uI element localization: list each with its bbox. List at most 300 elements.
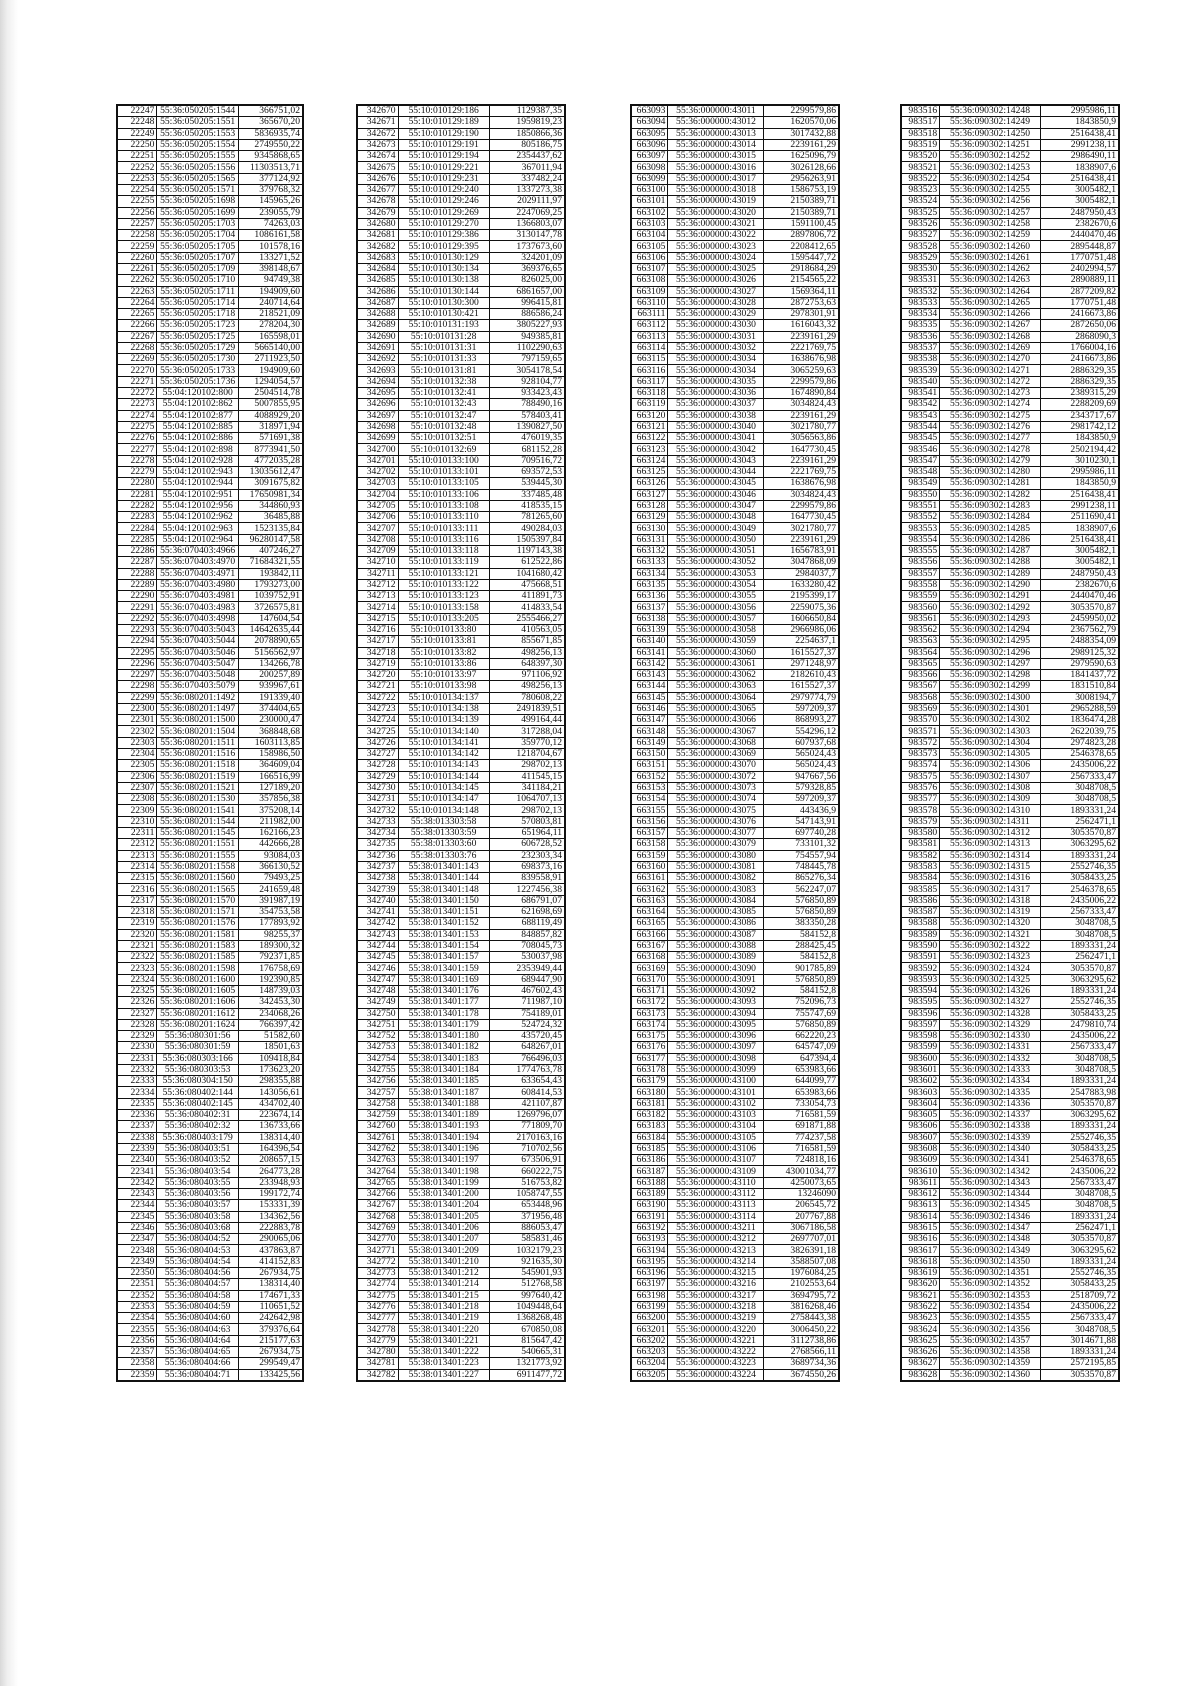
value-cell: 3674550,26 [764,1369,839,1380]
value-cell: 1647730,45 [764,512,839,523]
value-cell: 354753,58 [238,906,302,917]
row-number-cell: 342686 [358,286,399,297]
value-cell: 288425,45 [764,940,839,951]
table-row [632,275,839,286]
cadastral-number-cell: 55:36:090302:14275 [940,410,1041,421]
value-cell: 805186,75 [489,139,564,150]
value-cell: 3053570,87 [1040,963,1118,974]
cadastral-number-cell: 55:36:090302:14272 [940,376,1041,387]
value-cell: 2989125,32 [1040,647,1118,658]
table [631,105,839,1381]
table-row [118,410,303,421]
table-row [902,839,1119,850]
value-cell: 2516438,41 [1040,489,1118,500]
value-cell: 98255,37 [238,929,302,940]
cadastral-number-cell: 55:38:013401:179 [398,1019,489,1030]
cadastral-number-cell: 55:36:090302:14319 [940,906,1041,917]
value-cell: 3112738,86 [764,1335,839,1346]
table-row [118,1279,303,1290]
value-cell: 971106,92 [489,670,564,681]
row-number-cell: 342699 [358,433,399,444]
value-cell: 2299579,86 [764,376,839,387]
table-row [118,478,303,489]
value-cell: 1569364,11 [764,286,839,297]
value-cell: 2504514,78 [238,388,302,399]
row-number-cell: 663156 [632,816,668,827]
row-number-cell: 342766 [358,1189,399,1200]
row-number-cell: 983597 [902,1019,940,1030]
cadastral-number-cell: 55:10:010133:82 [398,647,489,658]
row-number-cell: 663203 [632,1346,668,1357]
value-cell: 3014671,88 [1040,1335,1118,1346]
cadastral-number-cell: 55:36:090302:14283 [940,500,1041,511]
cadastral-number-cell: 55:36:080201:1497 [157,703,238,714]
row-number-cell: 342778 [358,1324,399,1335]
value-cell: 2567333,47 [1040,771,1118,782]
row-number-cell: 342780 [358,1346,399,1357]
table-row [118,218,303,229]
cadastral-number-cell: 55:38:013401:218 [398,1301,489,1312]
row-number-cell: 983527 [902,230,940,241]
table-row [358,162,565,173]
row-number-cell: 983518 [902,128,940,139]
cadastral-number-cell: 55:10:010129:191 [398,139,489,150]
cadastral-number-cell: 55:36:090302:14318 [940,895,1041,906]
value-cell: 2488354,09 [1040,636,1118,647]
value-cell: 562247,07 [764,884,839,895]
cadastral-number-cell: 55:36:080201:1551 [157,839,238,850]
cadastral-number-cell: 55:36:000000:43030 [668,320,764,331]
table-row [632,1313,839,1324]
row-number-cell: 22247 [118,106,157,117]
row-number-cell: 663129 [632,512,668,523]
table-row [358,1279,565,1290]
table-row [118,1087,303,1098]
value-cell: 2868090,3 [1040,331,1118,342]
cadastral-number-cell: 55:36:080303:53 [157,1064,238,1075]
cadastral-number-cell: 55:36:070403:4983 [157,602,238,613]
row-number-cell: 22331 [118,1053,157,1064]
row-number-cell: 22270 [118,365,157,376]
row-number-cell: 342711 [358,568,399,579]
row-number-cell: 22330 [118,1042,157,1053]
cadastral-number-cell: 55:36:000000:43073 [668,782,764,793]
cadastral-number-cell: 55:36:000000:43066 [668,715,764,726]
row-number-cell: 663130 [632,523,668,534]
value-cell: 648267,01 [489,1042,564,1053]
row-number-cell: 342746 [358,963,399,974]
row-number-cell: 22282 [118,500,157,511]
row-number-cell: 983537 [902,342,940,353]
value-cell: 3034824,43 [764,399,839,410]
value-cell: 780608,22 [489,692,564,703]
row-number-cell: 342730 [358,782,399,793]
cadastral-number-cell: 55:36:090302:14332 [940,1053,1041,1064]
cadastral-number-cell: 55:36:090302:14267 [940,320,1041,331]
cadastral-number-cell: 55:10:010130:129 [398,252,489,263]
cadastral-number-cell: 55:36:080404:58 [157,1290,238,1301]
cadastral-number-cell: 55:36:000000:43055 [668,591,764,602]
cadastral-number-cell: 55:36:080201:1571 [157,906,238,917]
row-number-cell: 22356 [118,1335,157,1346]
table-row [902,703,1119,714]
row-number-cell: 342771 [358,1245,399,1256]
value-cell: 2502194,42 [1040,444,1118,455]
table-row [632,963,839,974]
cadastral-number-cell: 55:36:090302:14248 [940,106,1041,117]
value-cell: 855671,85 [489,636,564,647]
row-number-cell: 983598 [902,1031,940,1042]
cadastral-number-cell: 55:10:010131:33 [398,354,489,365]
table-row [118,1234,303,1245]
row-number-cell: 342716 [358,624,399,635]
row-number-cell: 342724 [358,715,399,726]
table-row [632,1245,839,1256]
row-number-cell: 342769 [358,1222,399,1233]
row-number-cell: 342779 [358,1335,399,1346]
table-row [902,906,1119,917]
cadastral-number-cell: 55:04:120102:928 [157,455,238,466]
table-row [118,106,303,117]
table-row [118,1324,303,1335]
value-cell: 565024,43 [764,749,839,760]
row-number-cell: 983592 [902,963,940,974]
value-cell: 2343717,67 [1040,410,1118,421]
row-number-cell: 663185 [632,1143,668,1154]
value-cell: 691871,88 [764,1121,839,1132]
table-row [902,523,1119,534]
table-row [118,1132,303,1143]
table-row [902,399,1119,410]
cadastral-number-cell: 55:36:000000:43072 [668,771,764,782]
cadastral-number-cell: 55:38:013401:152 [398,918,489,929]
table-row [358,1121,565,1132]
value-cell: 2981742,12 [1040,421,1118,432]
cadastral-number-cell: 55:36:090302:14335 [940,1087,1041,1098]
table-row [358,591,565,602]
cadastral-number-cell: 55:36:090302:14254 [940,173,1041,184]
row-number-cell: 342751 [358,1019,399,1030]
value-cell: 374404,65 [238,703,302,714]
cadastral-number-cell: 55:36:070403:4971 [157,568,238,579]
cadastral-number-cell: 55:38:013401:151 [398,906,489,917]
value-cell: 2382670,6 [1040,218,1118,229]
value-cell: 3048708,5 [1040,1053,1118,1064]
table-row [902,952,1119,963]
value-cell: 2555466,27 [489,613,564,624]
table-row [902,658,1119,669]
value-cell: 4250073,65 [764,1177,839,1188]
cadastral-number-cell: 55:36:090302:14291 [940,591,1041,602]
row-number-cell: 663125 [632,467,668,478]
row-number-cell: 342726 [358,737,399,748]
value-cell: 1058747,55 [489,1189,564,1200]
table-row [902,1234,1119,1245]
table-row [118,647,303,658]
value-cell: 848857,82 [489,929,564,940]
table-block-3 [630,104,840,1382]
cadastral-number-cell: 55:36:090302:14288 [940,557,1041,568]
value-cell: 673506,91 [489,1155,564,1166]
cadastral-number-cell: 55:38:013401:206 [398,1222,489,1233]
value-cell: 754189,01 [489,1008,564,1019]
cadastral-number-cell: 55:36:090302:14308 [940,782,1041,793]
row-number-cell: 22324 [118,974,157,985]
cadastral-number-cell: 55:36:090302:14313 [940,839,1041,850]
table-row [632,151,839,162]
table-row [118,828,303,839]
table-row [358,1031,565,1042]
table-row [902,534,1119,545]
value-cell: 997640,42 [489,1290,564,1301]
value-cell: 317288,04 [489,726,564,737]
table-row [632,1358,839,1369]
table-row [358,952,565,963]
row-number-cell: 983553 [902,523,940,534]
value-cell: 1893331,24 [1040,1256,1118,1267]
value-cell: 3005482,1 [1040,184,1118,195]
row-number-cell: 983552 [902,512,940,523]
value-cell: 2546378,65 [1040,749,1118,760]
cadastral-number-cell: 55:36:090302:14310 [940,805,1041,816]
row-number-cell: 342734 [358,828,399,839]
row-number-cell: 342729 [358,771,399,782]
table-row [902,252,1119,263]
value-cell: 3053570,87 [1040,828,1118,839]
row-number-cell: 663102 [632,207,668,218]
cadastral-number-cell: 55:36:080404:63 [157,1324,238,1335]
cadastral-number-cell: 55:36:000000:43095 [668,1019,764,1030]
value-cell: 365670,20 [238,117,302,128]
table-row [358,805,565,816]
cadastral-number-cell: 55:36:090302:14263 [940,275,1041,286]
cadastral-number-cell: 55:36:090302:14330 [940,1031,1041,1042]
table-row [358,467,565,478]
value-cell: 2991238,11 [1040,139,1118,150]
value-cell: 475668,51 [489,579,564,590]
table-row [902,782,1119,793]
cadastral-number-cell: 55:36:000000:43012 [668,117,764,128]
row-number-cell: 342732 [358,805,399,816]
row-number-cell: 663205 [632,1369,668,1380]
cadastral-number-cell: 55:36:080404:64 [157,1335,238,1346]
cadastral-number-cell: 55:36:000000:43109 [668,1166,764,1177]
cadastral-number-cell: 55:10:010133:97 [398,670,489,681]
row-number-cell: 342695 [358,388,399,399]
row-number-cell: 342703 [358,478,399,489]
cadastral-number-cell: 55:36:000000:43059 [668,636,764,647]
value-cell: 752096,73 [764,997,839,1008]
table-row [902,985,1119,996]
cadastral-number-cell: 55:36:090302:14279 [940,455,1041,466]
value-cell: 136733,66 [238,1121,302,1132]
table-row [118,545,303,556]
value-cell: 733101,32 [764,839,839,850]
row-number-cell: 342719 [358,658,399,669]
value-cell: 2487950,43 [1040,568,1118,579]
cadastral-number-cell: 55:36:000000:43069 [668,749,764,760]
table-row [902,1166,1119,1177]
value-cell: 2239161,29 [764,455,839,466]
cadastral-number-cell: 55:36:000000:43088 [668,940,764,951]
row-number-cell: 342679 [358,207,399,218]
value-cell: 93084,03 [238,850,302,861]
table-row [118,455,303,466]
value-cell: 3005482,1 [1040,196,1118,207]
value-cell: 1893331,24 [1040,940,1118,951]
row-number-cell: 22311 [118,828,157,839]
row-number-cell: 22252 [118,162,157,173]
table-row [632,500,839,511]
table-row [902,207,1119,218]
row-number-cell: 22355 [118,1324,157,1335]
value-cell: 337485,48 [489,489,564,500]
cadastral-number-cell: 55:10:010129:246 [398,196,489,207]
row-number-cell: 663201 [632,1324,668,1335]
row-number-cell: 983574 [902,760,940,771]
cadastral-number-cell: 55:38:013401:212 [398,1267,489,1278]
row-number-cell: 22296 [118,658,157,669]
value-cell: 223674,14 [238,1110,302,1121]
cadastral-number-cell: 55:36:050205:1565 [157,173,238,184]
value-cell: 3017432,88 [764,128,839,139]
value-cell: 826025,00 [489,275,564,286]
value-cell: 189300,32 [238,940,302,951]
cadastral-number-cell: 55:36:090302:14301 [940,703,1041,714]
row-number-cell: 663184 [632,1132,668,1143]
cadastral-number-cell: 55:36:090302:14328 [940,1008,1041,1019]
value-cell: 435720,45 [489,1031,564,1042]
table-row [902,1211,1119,1222]
cadastral-number-cell: 55:36:090302:14266 [940,309,1041,320]
row-number-cell: 663140 [632,636,668,647]
table-row [902,500,1119,511]
table-row [358,320,565,331]
table-row [902,467,1119,478]
cadastral-number-cell: 55:10:010130:421 [398,309,489,320]
table-row [118,703,303,714]
value-cell: 499164,44 [489,715,564,726]
value-cell: 2547883,98 [1040,1087,1118,1098]
row-number-cell: 22359 [118,1369,157,1380]
value-cell: 3063295,62 [1040,1245,1118,1256]
value-cell: 2877209,82 [1040,286,1118,297]
value-cell: 414833,54 [489,602,564,613]
row-number-cell: 663182 [632,1110,668,1121]
row-number-cell: 663179 [632,1076,668,1087]
row-number-cell: 22345 [118,1211,157,1222]
table-row [358,1189,565,1200]
table-row [632,376,839,387]
cadastral-number-cell: 55:36:080404:71 [157,1369,238,1380]
row-number-cell: 983551 [902,500,940,511]
row-number-cell: 342755 [358,1064,399,1075]
cadastral-number-cell: 55:36:090302:14269 [940,342,1041,353]
cadastral-number-cell: 55:38:013401:153 [398,929,489,940]
cadastral-number-cell: 55:38:013401:223 [398,1358,489,1369]
table-row [632,1211,839,1222]
row-number-cell: 342727 [358,749,399,760]
cadastral-number-cell: 55:38:013401:210 [398,1256,489,1267]
value-cell: 681152,28 [489,444,564,455]
table-row [118,568,303,579]
row-number-cell: 22336 [118,1110,157,1121]
row-number-cell: 342701 [358,455,399,466]
cadastral-number-cell: 55:38:013303:76 [398,850,489,861]
row-number-cell: 663103 [632,218,668,229]
row-number-cell: 342693 [358,365,399,376]
cadastral-number-cell: 55:36:050205:1710 [157,275,238,286]
value-cell: 3130147,78 [489,230,564,241]
table-row [118,737,303,748]
table-row [358,1301,565,1312]
value-cell: 233948,93 [238,1177,302,1188]
table-row [358,737,565,748]
table-row [632,184,839,195]
table-row [118,230,303,241]
cadastral-number-cell: 55:36:000000:43112 [668,1189,764,1200]
value-cell: 3805227,93 [489,320,564,331]
cadastral-number-cell: 55:36:090302:14348 [940,1234,1041,1245]
value-cell: 2511690,41 [1040,512,1118,523]
table-row [118,331,303,342]
cadastral-number-cell: 55:10:010134:145 [398,782,489,793]
row-number-cell: 342760 [358,1121,399,1132]
cadastral-number-cell: 55:10:010134:140 [398,726,489,737]
row-number-cell: 342696 [358,399,399,410]
cadastral-number-cell: 55:36:000000:43031 [668,331,764,342]
value-cell: 2435006,22 [1040,1301,1118,1312]
value-cell: 2382670,6 [1040,579,1118,590]
value-cell: 1976084,25 [764,1267,839,1278]
row-number-cell: 342683 [358,252,399,263]
value-cell: 1039752,91 [238,591,302,602]
cadastral-number-cell: 55:36:000000:43046 [668,489,764,500]
value-cell: 2872650,06 [1040,320,1118,331]
cadastral-number-cell: 55:36:090302:14285 [940,523,1041,534]
table-row [632,1324,839,1335]
cadastral-number-cell: 55:36:000000:43053 [668,568,764,579]
row-number-cell: 663192 [632,1222,668,1233]
row-number-cell: 663191 [632,1211,668,1222]
table-row [358,545,565,556]
row-number-cell: 342768 [358,1211,399,1222]
value-cell: 733054,73 [764,1098,839,1109]
cadastral-number-cell: 55:36:090302:14312 [940,828,1041,839]
table-row [902,139,1119,150]
cadastral-number-cell: 55:36:090302:14289 [940,568,1041,579]
cadastral-number-cell: 55:04:120102:963 [157,523,238,534]
value-cell: 14642635,44 [238,624,302,635]
value-cell: 1269796,07 [489,1110,564,1121]
table-row [632,895,839,906]
value-cell: 2299579,86 [764,106,839,117]
table-row [118,1008,303,1019]
cadastral-number-cell: 55:36:090302:14339 [940,1132,1041,1143]
cadastral-number-cell: 55:10:010131:31 [398,342,489,353]
row-number-cell: 22301 [118,715,157,726]
row-number-cell: 663167 [632,940,668,951]
table-row [632,884,839,895]
value-cell: 2979774,79 [764,692,839,703]
row-number-cell: 342728 [358,760,399,771]
table-row [358,275,565,286]
cadastral-number-cell: 55:36:000000:43077 [668,828,764,839]
row-number-cell: 342675 [358,162,399,173]
row-number-cell: 22316 [118,884,157,895]
row-number-cell: 22295 [118,647,157,658]
table-row [358,816,565,827]
